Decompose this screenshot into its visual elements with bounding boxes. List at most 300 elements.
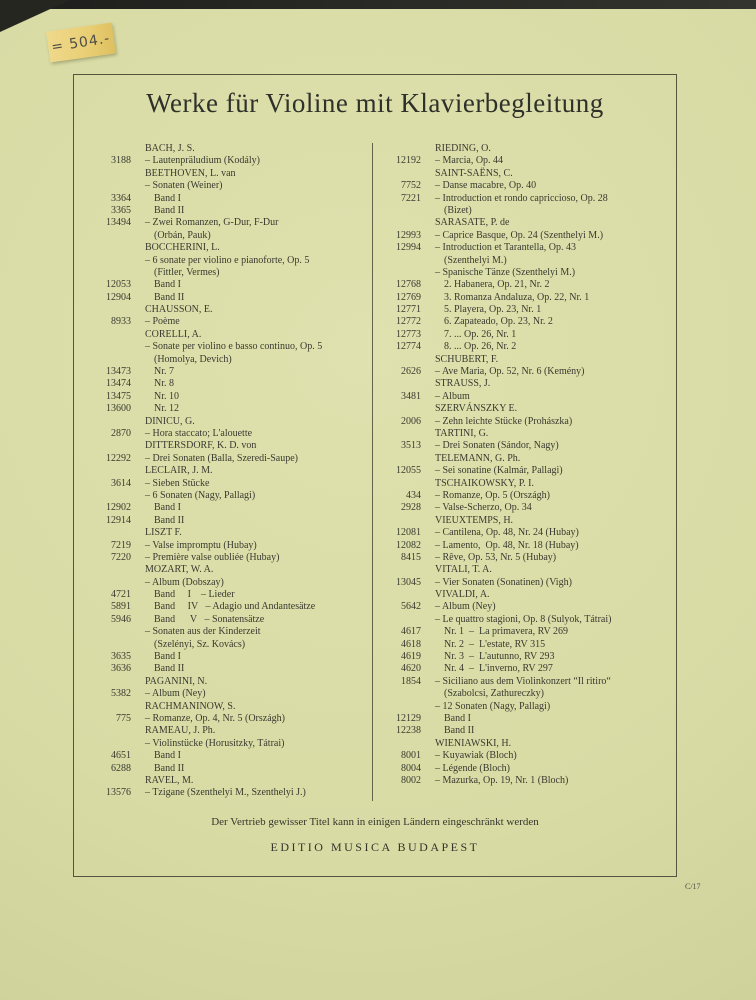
catalog-row: [95, 676, 372, 688]
catalog-row: [95, 366, 372, 378]
catalog-row: [95, 465, 372, 477]
catalog-row: [387, 354, 676, 366]
publisher-name: EDITIO MUSICA BUDAPEST: [270, 840, 480, 854]
catalog-row: [95, 564, 372, 576]
composer-name: TELEMANN, G. Ph.: [435, 452, 521, 464]
work-title: – Marcia, Op. 44: [435, 155, 504, 167]
work-title: Band IV – Adagio und Andantesätze: [154, 601, 316, 613]
catalog-number: [387, 205, 421, 217]
catalog-number: [95, 168, 131, 180]
work-title: Band II: [154, 762, 185, 774]
catalog-row: [95, 428, 372, 440]
catalog-row: [387, 713, 676, 725]
composer-name: BACH, J. S.: [145, 143, 195, 154]
work-title: (Bizet): [444, 204, 472, 216]
composer-name: VIEUXTEMPS, H.: [435, 514, 514, 526]
work-title: Nr. 3 – L'autunno, RV 293: [444, 651, 555, 663]
work-title: – Lautenpräludium (Kodály): [145, 155, 260, 167]
catalog-row: [95, 230, 372, 242]
work-title: – Valse-Scherzo, Op. 34: [435, 502, 532, 514]
catalog-number: 8415: [401, 551, 421, 563]
catalog-columns: [74, 143, 676, 801]
work-title: – Lamento, Op. 48, Nr. 18 (Hubay): [435, 539, 579, 551]
catalog-number: 12768: [396, 279, 421, 291]
catalog-row: [95, 193, 372, 205]
composer-name: WIENIAWSKI, H.: [435, 737, 512, 749]
catalog-number: [387, 143, 421, 155]
catalog-row: [95, 651, 372, 663]
catalog-row: [95, 440, 372, 452]
catalog-row: [387, 366, 676, 378]
catalog-row: [387, 738, 676, 750]
catalog-row: [387, 527, 676, 539]
work-title: – Sonaten aus der Kinderzeit: [145, 626, 261, 638]
catalog-number: [95, 440, 131, 452]
catalog-number: 12771: [396, 304, 421, 316]
work-title: – 12 Sonaten (Nagy, Pallagi): [435, 700, 551, 712]
catalog-row: [95, 763, 372, 775]
composer-name: VITALI, T. A.: [435, 564, 492, 576]
catalog-row: [387, 416, 676, 428]
work-title: – Introduction et rondo capriccioso, Op. 28: [435, 192, 608, 204]
composer-name: MOZART, W. A.: [145, 564, 214, 576]
work-title: – Vier Sonaten (Sonatinen) (Vigh): [435, 576, 572, 588]
catalog-row: [387, 763, 676, 775]
work-title: Nr. 2 – L'estate, RV 315: [444, 638, 546, 650]
catalog-number: 12082: [396, 539, 421, 551]
catalog-row: [387, 279, 676, 291]
catalog-number: [387, 453, 421, 465]
work-title: Band II: [154, 204, 185, 216]
catalog-row: [95, 639, 372, 651]
composer-name: SZERVÁNSZKY E.: [435, 403, 518, 415]
catalog-number: [387, 403, 421, 415]
catalog-row: [95, 304, 372, 316]
catalog-row: [95, 589, 372, 601]
catalog-number: 2626: [401, 366, 421, 378]
catalog-number: [95, 416, 131, 428]
catalog-row: [387, 304, 676, 316]
work-title: – 6 sonate per violino e pianoforte, Op. 5: [145, 254, 310, 266]
catalog-row: [95, 490, 372, 502]
catalog-row: [387, 552, 676, 564]
catalog-row: [387, 663, 676, 675]
catalog-number: 12081: [396, 527, 421, 539]
work-title: – Album (Dobszay): [145, 576, 224, 588]
catalog-row: [387, 614, 676, 626]
catalog-number: [387, 515, 421, 527]
catalog-row: [95, 143, 372, 155]
catalog-row: [95, 205, 372, 217]
catalog-number: [95, 341, 131, 353]
catalog-number: 12238: [396, 725, 421, 737]
composer-name: RAMEAU, J. Ph.: [145, 725, 216, 737]
work-title: 5. Playera, Op. 23, Nr. 1: [444, 304, 542, 316]
work-title: – Romanze, Op. 5 (Országh): [435, 489, 550, 501]
catalog-row: [95, 242, 372, 254]
work-title: – Drei Sonaten (Sándor, Nagy): [435, 440, 559, 452]
catalog-number: 12192: [396, 155, 421, 167]
catalog-row: [387, 502, 676, 514]
composer-name: TSCHAIKOWSKY, P. I.: [435, 477, 534, 489]
catalog-number: [95, 354, 131, 366]
catalog-row: [387, 626, 676, 638]
catalog-number: [95, 738, 131, 750]
catalog-row: [387, 180, 676, 192]
work-title: – Cantilena, Op. 48, Nr. 24 (Hubay): [435, 527, 579, 539]
catalog-frame: [73, 74, 677, 877]
catalog-number: 3614: [111, 477, 131, 489]
work-title: – Rêve, Op. 53, Nr. 5 (Hubay): [435, 551, 557, 563]
catalog-number: [387, 255, 421, 267]
work-title: Band I: [154, 502, 181, 514]
composer-name: DITTERSDORF, K. D. von: [145, 440, 257, 452]
work-title: – Première valse oubliée (Hubay): [145, 551, 280, 563]
catalog-number: [95, 775, 131, 787]
catalog-row: [387, 515, 676, 527]
catalog-number: 6288: [111, 762, 131, 774]
composer-name: RAVEL, M.: [145, 774, 194, 786]
catalog-number: [95, 564, 131, 576]
catalog-row: [387, 217, 676, 229]
catalog-number: 3481: [401, 390, 421, 402]
composer-name: CHAUSSON, E.: [145, 304, 213, 316]
catalog-row: [387, 391, 676, 403]
work-title: – Danse macabre, Op. 40: [435, 180, 537, 192]
catalog-row: [387, 775, 676, 787]
catalog-number: [95, 255, 131, 267]
catalog-row: [387, 168, 676, 180]
catalog-row: [95, 713, 372, 725]
work-title: Nr. 7: [154, 366, 174, 378]
composer-name: CORELLI, A.: [145, 328, 202, 340]
work-title: – Légende (Bloch): [435, 762, 510, 774]
catalog-number: 3636: [111, 663, 131, 675]
catalog-row: [95, 292, 372, 304]
catalog-number: 13473: [106, 366, 131, 378]
work-title: – Siciliano aus dem Violinkonzert “Il ritiro“: [435, 675, 611, 687]
catalog-number: 4651: [111, 750, 131, 762]
catalog-row: [387, 242, 676, 254]
catalog-number: 12904: [106, 291, 131, 303]
composer-name: LISZT F.: [145, 527, 182, 539]
catalog-number: [95, 329, 131, 341]
catalog-row: [387, 155, 676, 167]
catalog-row: [95, 168, 372, 180]
work-title: – Poème: [145, 316, 180, 328]
catalog-row: [387, 639, 676, 651]
catalog-number: 434: [406, 489, 421, 501]
work-title: – Album (Ney): [145, 688, 206, 700]
catalog-row: [387, 230, 676, 242]
work-title: 6. Zapateado, Op. 23, Nr. 2: [444, 316, 553, 328]
catalog-number: 12292: [106, 452, 131, 464]
catalog-row: [387, 329, 676, 341]
catalog-row: [95, 391, 372, 403]
work-title: – Sieben Stücke: [145, 477, 210, 489]
catalog-number: [95, 701, 131, 713]
work-title: Band II: [444, 725, 475, 737]
work-title: – Hora staccato; L'alouette: [145, 427, 253, 439]
work-title: – Spanische Tänze (Szenthelyi M.): [435, 266, 576, 278]
composer-name: RIEDING, O.: [435, 143, 491, 154]
catalog-row: [387, 292, 676, 304]
catalog-number: 12773: [396, 328, 421, 340]
catalog-row: [95, 738, 372, 750]
composer-name: PAGANINI, N.: [145, 675, 208, 687]
catalog-number: [387, 589, 421, 601]
catalog-number: [95, 676, 131, 688]
catalog-number: [95, 304, 131, 316]
work-title: – Sei sonatine (Kalmár, Pallagi): [435, 465, 563, 477]
work-title: – Mazurka, Op. 19, Nr. 1 (Bloch): [435, 774, 569, 786]
catalog-row: [95, 502, 372, 514]
catalog-row: [387, 453, 676, 465]
price-sticker-label: = 504.-: [50, 29, 112, 56]
work-title: – Sonate per violino e basso continuo, Op. 5: [145, 341, 323, 353]
catalog-row: [95, 453, 372, 465]
work-title: – Album (Ney): [435, 601, 496, 613]
catalog-number: [387, 478, 421, 490]
price-sticker: [46, 23, 116, 63]
catalog-number: 13576: [106, 787, 131, 799]
catalog-row: [387, 316, 676, 328]
catalog-number: 12902: [106, 502, 131, 514]
catalog-number: 3188: [111, 155, 131, 167]
catalog-row: [95, 515, 372, 527]
catalog-row: [95, 750, 372, 762]
work-title: Band I: [154, 651, 181, 663]
catalog-number: 12994: [396, 242, 421, 254]
catalog-number: [95, 626, 131, 638]
catalog-number: 2870: [111, 427, 131, 439]
catalog-number: 12914: [106, 514, 131, 526]
catalog-number: [387, 688, 421, 700]
catalog-number: 12053: [106, 279, 131, 291]
catalog-row: [95, 155, 372, 167]
catalog-number: 8001: [401, 750, 421, 762]
catalog-row: [95, 341, 372, 353]
catalog-number: 13045: [396, 576, 421, 588]
catalog-number: 13494: [106, 217, 131, 229]
catalog-row: [95, 267, 372, 279]
catalog-number: [95, 180, 131, 192]
catalog-row: [95, 601, 372, 613]
catalog-row: [95, 279, 372, 291]
catalog-row: [387, 205, 676, 217]
catalog-number: 2928: [401, 502, 421, 514]
work-title: 7. ... Op. 26, Nr. 1: [444, 328, 517, 340]
page-title: Werke für Violine mit Klavierbegleitung: [146, 88, 604, 118]
work-title: Nr. 8: [154, 378, 174, 390]
catalog-number: 8002: [401, 774, 421, 786]
catalog-number: 5382: [111, 688, 131, 700]
catalog-number: [95, 143, 131, 155]
work-title: (Szelényi, Sz. Kovács): [154, 638, 246, 650]
catalog-number: [95, 230, 131, 242]
catalog-row: [387, 725, 676, 737]
composer-name: RACHMANINOW, S.: [145, 700, 236, 712]
composer-name: STRAUSS, J.: [435, 378, 491, 390]
catalog-row: [95, 527, 372, 539]
work-title: Band II: [154, 514, 185, 526]
work-title: Band I: [154, 192, 181, 204]
catalog-number: 13474: [106, 378, 131, 390]
composer-name: DINICU, G.: [145, 415, 195, 427]
work-title: – Album: [435, 390, 470, 402]
catalog-number: 775: [116, 712, 131, 724]
work-title: Nr. 4 – L'inverno, RV 297: [444, 663, 553, 675]
catalog-number: [95, 465, 131, 477]
catalog-number: [95, 242, 131, 254]
work-title: Nr. 10: [154, 390, 179, 402]
catalog-row: [95, 540, 372, 552]
work-title: – Caprice Basque, Op. 24 (Szenthelyi M.): [435, 229, 604, 241]
catalog-row: [387, 465, 676, 477]
catalog-row: [387, 701, 676, 713]
work-title: – Ave Maria, Op. 52, Nr. 6 (Kemény): [435, 366, 585, 378]
catalog-row: [387, 378, 676, 390]
catalog-column-right: [373, 143, 676, 801]
work-title: Band I: [444, 712, 471, 724]
catalog-number: [387, 378, 421, 390]
catalog-row: [95, 416, 372, 428]
catalog-number: [95, 577, 131, 589]
catalog-number: 7752: [401, 180, 421, 192]
catalog-number: 4619: [401, 651, 421, 663]
catalog-row: [387, 143, 676, 155]
composer-name: TARTINI, G.: [435, 427, 489, 439]
work-title: Nr. 12: [154, 403, 179, 415]
catalog-row: [387, 601, 676, 613]
work-title: – Sonaten (Weiner): [145, 180, 223, 192]
footer-note: Der Vertrieb gewisser Titel kann in einigen Ländern eingeschränkt werden: [211, 816, 539, 828]
work-title: Band I – Lieder: [154, 589, 235, 601]
catalog-number: [387, 354, 421, 366]
catalog-column-left: [74, 143, 373, 801]
catalog-row: [387, 750, 676, 762]
catalog-number: 3635: [111, 651, 131, 663]
catalog-row: [387, 428, 676, 440]
work-title: Band II: [154, 663, 185, 675]
catalog-number: 12769: [396, 291, 421, 303]
catalog-row: [95, 180, 372, 192]
catalog-number: 7219: [111, 539, 131, 551]
catalog-row: [95, 329, 372, 341]
work-title: Band I: [154, 750, 181, 762]
catalog-number: [95, 639, 131, 651]
composer-name: BOCCHERINI, L.: [145, 242, 220, 254]
catalog-number: 12993: [396, 229, 421, 241]
catalog-number: 1854: [401, 675, 421, 687]
catalog-number: [387, 614, 421, 626]
work-title: – Le quattro stagioni, Op. 8 (Sulyok, Tátrai): [435, 613, 612, 625]
catalog-row: [387, 193, 676, 205]
catalog-row: [95, 775, 372, 787]
work-title: – Romanze, Op. 4, Nr. 5 (Országh): [145, 712, 285, 724]
catalog-row: [95, 725, 372, 737]
work-title: (Homolya, Devich): [154, 353, 232, 365]
catalog-number: [387, 168, 421, 180]
catalog-number: 13600: [106, 403, 131, 415]
catalog-row: [95, 663, 372, 675]
catalog-row: [387, 255, 676, 267]
catalog-row: [95, 626, 372, 638]
catalog-row: [387, 676, 676, 688]
catalog-number: [387, 738, 421, 750]
catalog-number: [387, 701, 421, 713]
catalog-number: [387, 217, 421, 229]
catalog-number: 3364: [111, 192, 131, 204]
catalog-row: [387, 341, 676, 353]
catalog-row: [95, 217, 372, 229]
catalog-row: [95, 701, 372, 713]
catalog-row: [95, 614, 372, 626]
catalog-row: [387, 564, 676, 576]
catalog-number: 2006: [401, 415, 421, 427]
catalog-number: 12772: [396, 316, 421, 328]
work-title: – Zehn leichte Stücke (Prohászka): [435, 415, 573, 427]
work-title: 8. ... Op. 26, Nr. 2: [444, 341, 517, 353]
catalog-row: [95, 378, 372, 390]
work-title: 2. Habanera, Op. 21, Nr. 2: [444, 279, 550, 291]
catalog-row: [387, 651, 676, 663]
catalog-number: [95, 527, 131, 539]
catalog-row: [387, 403, 676, 415]
work-title: Band V – Sonatensätze: [154, 613, 265, 625]
plate-code: C/17: [685, 882, 701, 891]
work-title: (Szabolcsi, Zathureczky): [444, 688, 544, 700]
composer-name: LECLAIR, J. M.: [145, 465, 213, 477]
catalog-row: [95, 552, 372, 564]
catalog-number: 5891: [111, 601, 131, 613]
work-title: (Orbán, Pauk): [154, 229, 211, 241]
catalog-row: [387, 589, 676, 601]
catalog-number: [95, 267, 131, 279]
catalog-row: [95, 316, 372, 328]
catalog-number: 8004: [401, 762, 421, 774]
catalog-number: [95, 490, 131, 502]
composer-name: BEETHOVEN, L. van: [145, 167, 236, 179]
work-title: – Introduction et Tarantella, Op. 43: [435, 242, 577, 254]
catalog-number: 5946: [111, 613, 131, 625]
catalog-number: [95, 725, 131, 737]
catalog-number: 3365: [111, 204, 131, 216]
catalog-row: [95, 577, 372, 589]
catalog-number: 12129: [396, 712, 421, 724]
work-title: – Tzigane (Szenthelyi M., Szenthelyi J.): [145, 787, 306, 799]
work-title: Band II: [154, 291, 185, 303]
catalog-number: 4618: [401, 638, 421, 650]
catalog-number: 13475: [106, 390, 131, 402]
scan-edge-corner: [0, 0, 70, 32]
composer-name: SCHUBERT, F.: [435, 353, 499, 365]
work-title: – 6 Sonaten (Nagy, Pallagi): [145, 489, 256, 501]
catalog-number: 5642: [401, 601, 421, 613]
catalog-number: [387, 267, 421, 279]
work-title: – Zwei Romanzen, G-Dur, F-Dur: [145, 217, 279, 229]
work-title: Nr. 1 – La primavera, RV 269: [444, 626, 568, 638]
catalog-number: 8933: [111, 316, 131, 328]
catalog-row: [387, 577, 676, 589]
catalog-row: [387, 267, 676, 279]
work-title: (Fittler, Vermes): [154, 266, 220, 278]
catalog-row: [95, 354, 372, 366]
catalog-number: 4620: [401, 663, 421, 675]
work-title: – Kuyawiak (Bloch): [435, 750, 517, 762]
catalog-number: 12055: [396, 465, 421, 477]
catalog-number: 4721: [111, 589, 131, 601]
